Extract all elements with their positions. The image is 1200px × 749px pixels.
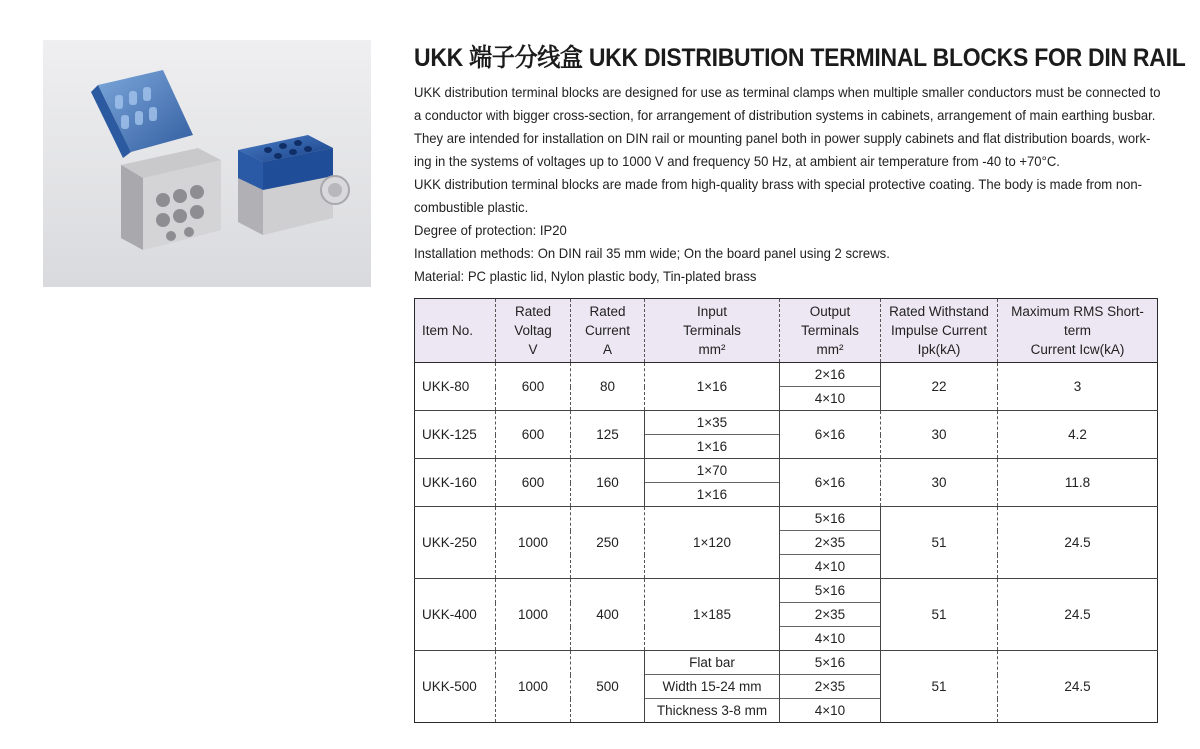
cell-impulse: 30 <box>881 459 998 507</box>
cell-output: 4×10 <box>780 627 881 651</box>
cell-current: 250 <box>571 507 645 579</box>
cell-current: 125 <box>571 411 645 459</box>
cell-voltage: 600 <box>496 459 571 507</box>
table-row <box>415 459 1158 483</box>
cell-current: 500 <box>571 651 645 723</box>
cell-rms: 24.5 <box>998 651 1158 723</box>
header-rms-current: Maximum RMS Short-term Current Icw(kA) <box>998 299 1158 363</box>
table-row <box>415 507 1158 531</box>
cell-voltage: 1000 <box>496 651 571 723</box>
description-line: UKK distribution terminal blocks are designed for use as terminal clamps when multiple smaller conductors must be connected to <box>414 84 1161 100</box>
description <box>414 81 1162 288</box>
cell-item: UKK-250 <box>422 535 477 550</box>
cell-input: 1×70 <box>645 459 780 483</box>
cell-output: 5×16 <box>780 579 881 603</box>
cell-voltage: 600 <box>496 363 571 411</box>
table-row <box>415 363 1158 387</box>
cell-current: 400 <box>571 579 645 651</box>
table-row <box>415 579 1158 603</box>
cell-output: 2×35 <box>780 531 881 555</box>
description-line: ing in the systems of voltages up to 1000 V and frequency 50 Hz, at ambient air temperature from -40 to +70°C. <box>414 153 1060 169</box>
cell-item: UKK-500 <box>422 679 477 694</box>
description-line: UKK distribution terminal blocks are made from high-quality brass with special protective coating. The body is made from non- <box>414 176 1143 192</box>
material: Material: PC plastic lid, Nylon plastic body, Tin-plated brass <box>414 268 757 284</box>
cell-rms: 4.2 <box>998 411 1158 459</box>
cell-impulse: 51 <box>881 507 998 579</box>
cell-input: 1×185 <box>645 579 780 651</box>
cell-impulse: 30 <box>881 411 998 459</box>
cell-input: Thickness 3-8 mm <box>645 699 780 723</box>
cell-input: 1×35 <box>645 411 780 435</box>
description-line: combustible plastic. <box>414 199 529 215</box>
cell-impulse: 22 <box>881 363 998 411</box>
cell-input: 1×16 <box>645 483 780 507</box>
cell-rms: 11.8 <box>998 459 1158 507</box>
cell-input: Width 15-24 mm <box>645 675 780 699</box>
cell-current: 80 <box>571 363 645 411</box>
cell-input: 1×120 <box>645 507 780 579</box>
cell-impulse: 51 <box>881 651 998 723</box>
cell-rms: 24.5 <box>998 579 1158 651</box>
header-item-no: Item No. <box>415 299 496 363</box>
spec-table <box>414 298 1158 723</box>
table-row <box>415 651 1158 675</box>
product-photo <box>43 40 371 287</box>
cell-output: 5×16 <box>780 507 881 531</box>
header-rated-voltage: Rated Voltag V <box>496 299 571 363</box>
cell-item: UKK-125 <box>422 427 477 442</box>
header-impulse-current: Rated Withstand Impulse Current Ipk(kA) <box>881 299 998 363</box>
cell-current: 160 <box>571 459 645 507</box>
cell-rms: 24.5 <box>998 507 1158 579</box>
description-line: a conductor with bigger cross-section, for arrangement of distribution systems in cabinets, arrangement of main earthing busbar. <box>414 107 1156 123</box>
cell-item: UKK-400 <box>422 607 477 622</box>
cell-output: 2×35 <box>780 675 881 699</box>
page-title: UKK 端子分线盒 UKK DISTRIBUTION TERMINAL BLOCKS FOR DIN RAIL <box>414 44 1186 72</box>
cell-output: 2×35 <box>780 603 881 627</box>
cell-output: 4×10 <box>780 387 881 411</box>
cell-voltage: 1000 <box>496 579 571 651</box>
header-input-terminals: Input Terminals mm² <box>645 299 780 363</box>
cell-impulse: 51 <box>881 579 998 651</box>
cell-voltage: 1000 <box>496 507 571 579</box>
terminal-blocks-image <box>43 40 371 287</box>
cell-item: UKK-80 <box>422 379 470 394</box>
installation-methods: Installation methods: On DIN rail 35 mm wide; On the board panel using 2 screws. <box>414 245 890 261</box>
table-row <box>415 411 1158 435</box>
cell-item: UKK-160 <box>422 475 477 490</box>
cell-output: 4×10 <box>780 555 881 579</box>
cell-output: 6×16 <box>780 459 881 507</box>
cell-rms: 3 <box>998 363 1158 411</box>
cell-output: 4×10 <box>780 699 881 723</box>
cell-input: 1×16 <box>645 435 780 459</box>
cell-output: 6×16 <box>780 411 881 459</box>
table-header-row <box>415 299 1158 363</box>
description-line: They are intended for installation on DIN rail or mounting panel both in power supply cabinets and flat distribution boards, work- <box>414 130 1151 146</box>
cell-output: 2×16 <box>780 363 881 387</box>
protection-degree: Degree of protection: IP20 <box>414 222 567 238</box>
cell-voltage: 600 <box>496 411 571 459</box>
cell-output: 5×16 <box>780 651 881 675</box>
header-output-terminals: Output Terminals mm² <box>780 299 881 363</box>
cell-input: Flat bar <box>645 651 780 675</box>
header-rated-current: Rated Current A <box>571 299 645 363</box>
cell-input: 1×16 <box>645 363 780 411</box>
